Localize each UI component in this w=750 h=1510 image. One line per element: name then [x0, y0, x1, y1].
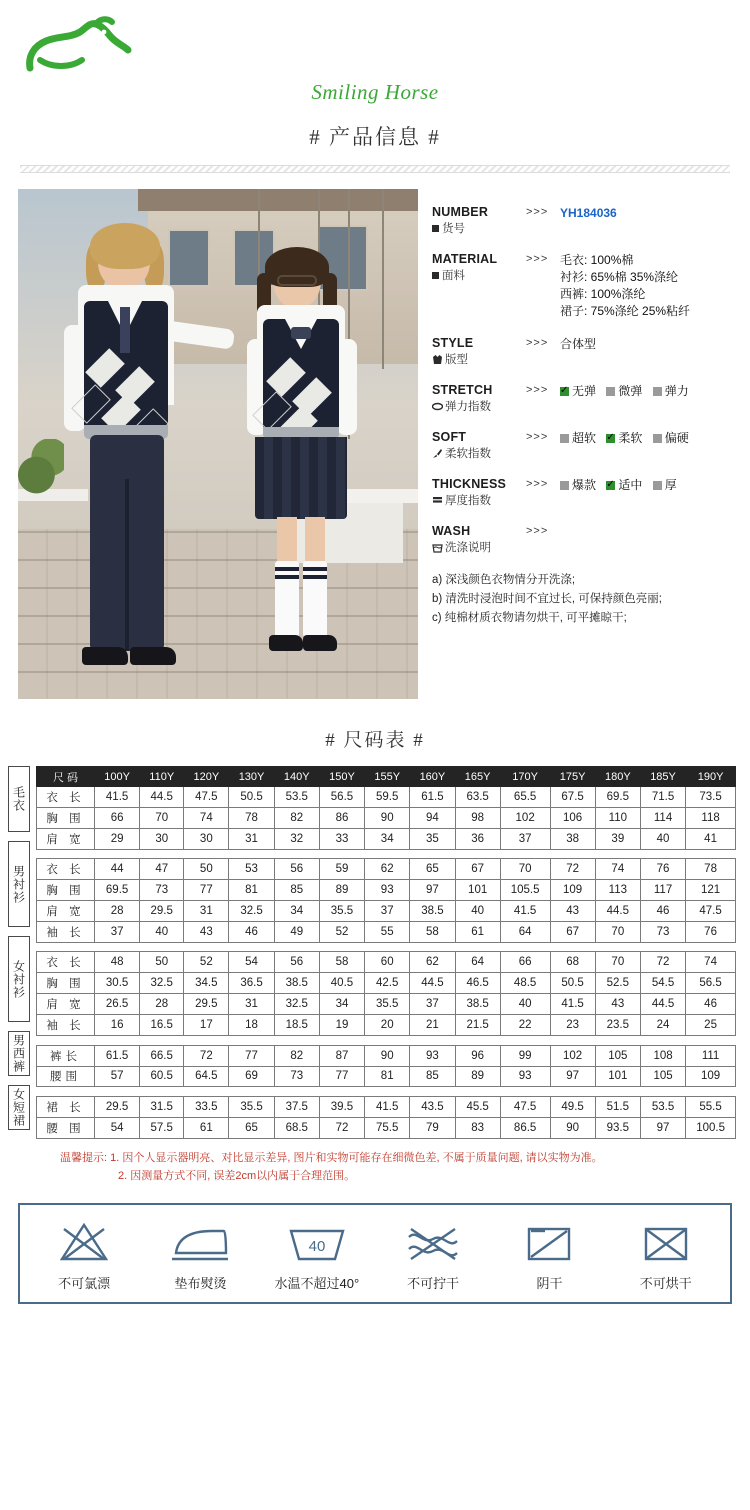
spec-arrow: >>>: [526, 525, 549, 537]
spec-row-material: [432, 252, 750, 320]
square-bullet-icon: [432, 272, 439, 279]
spec-row-wash: [432, 524, 750, 555]
spec-arrow: >>>: [526, 337, 549, 349]
soft-option-0[interactable]: 超软: [560, 430, 596, 447]
material-line: 西裤: 100%涤纶: [560, 287, 646, 301]
spec-label-en: STRETCH: [432, 383, 493, 397]
spec-label-en: STYLE: [432, 336, 474, 350]
col-150Y: 150Y: [319, 767, 364, 787]
care-item-wash-40c: [259, 1219, 375, 1292]
spec-label-cn: 弹力指数: [445, 401, 491, 413]
thickness-option-1[interactable]: ✓ 适中: [606, 477, 642, 494]
spec-row-number: [432, 205, 750, 236]
material-line: 衬衫: 65%棉 35%涤纶: [560, 270, 679, 284]
material-line: 毛衣: 100%棉: [560, 253, 634, 267]
care-label: 阴干: [536, 1276, 563, 1291]
spec-list: [432, 189, 750, 699]
care-label: 不可烘干: [639, 1276, 692, 1291]
model-boy: [56, 229, 206, 699]
spec-arrow: >>>: [526, 431, 549, 443]
dry-in-shade-icon: [491, 1219, 607, 1265]
col-160Y: 160Y: [410, 767, 455, 787]
care-label: 水温不超过40°: [274, 1276, 360, 1291]
table-row: 衣 长 44 47 50 53 56 59 62 65 67 70 72 74 76 78: [37, 859, 736, 880]
page-title: # 产品信息 #: [309, 125, 441, 149]
table-row: 腰围 57 60.5 64.5 69 73 77 81 85 89 93 97 101 105 109: [37, 1066, 736, 1087]
note-line: 2. 因测量方式不同, 误差2cm以内属于合理范围。: [118, 1170, 356, 1182]
shirt-icon: [432, 354, 442, 364]
care-item-iron-with-cloth: [142, 1219, 258, 1292]
square-bullet-icon: [432, 225, 439, 232]
table-row: 衣 长 48 50 52 54 56 58 60 62 64 66 68 70 72 74: [37, 952, 736, 973]
spec-row-soft: [432, 430, 750, 461]
corner-header: 尺 码: [37, 767, 95, 787]
group-label-boy-pants: 男西裤: [8, 1031, 30, 1076]
care-item-no-wring: [375, 1219, 491, 1292]
note-line: 温馨提示: 1. 因个人显示器明亮、对比显示差异, 图片和实物可能存在细微色差, 不属于质量问题, 请以实物为准。: [60, 1152, 603, 1164]
col-165Y: 165Y: [455, 767, 500, 787]
group-label-sweater: 毛衣: [8, 766, 30, 832]
spec-label-en: SOFT: [432, 430, 467, 444]
care-instructions-panel: [18, 1203, 732, 1304]
no-tumble-dry-icon: [608, 1219, 724, 1265]
table-row: 袖 长 37 40 43 46 49 52 55 58 61 64 67 70 73 76: [37, 922, 736, 943]
table-row: 衣 长 41.5 44.5 47.5 50.5 53.5 56.5 59.5 61.5 63.5 65.5 67.5 69.5 71.5 73.5: [37, 787, 736, 808]
thickness-option-2[interactable]: 厚: [653, 477, 677, 494]
care-label: 垫布熨烫: [174, 1276, 227, 1291]
wash-line: b) 清洗时浸泡时间不宜过长, 可保持颜色亮丽;: [432, 593, 663, 605]
care-label: 不可氯漂: [58, 1276, 111, 1291]
table-row: 肩 宽 29 30 30 31 32 33 34 35 36 37 38 39 40 41: [37, 828, 736, 849]
col-110Y: 110Y: [140, 767, 184, 787]
col-190Y: 190Y: [686, 767, 736, 787]
size-chart: [0, 766, 750, 1139]
group-label-girl-shirt: 女衬衫: [8, 936, 30, 1022]
spec-label-en: NUMBER: [432, 205, 489, 219]
group-label-boy-shirt: 男衬衫: [8, 841, 30, 927]
care-item-no-tumble-dry: [608, 1219, 724, 1292]
spec-label-cn: 货号: [442, 223, 465, 235]
hero-section: [0, 189, 750, 699]
table-row: 肩 宽 28 29.5 31 32.5 34 35.5 37 38.5 40 41.5 43 44.5 46 47.5: [37, 901, 736, 922]
soft-option-1[interactable]: ✓ 柔软: [606, 430, 642, 447]
soft-option-2[interactable]: 偏硬: [653, 430, 689, 447]
col-170Y: 170Y: [500, 767, 550, 787]
spec-label-en: MATERIAL: [432, 252, 498, 266]
style-value: 合体型: [560, 337, 597, 351]
col-175Y: 175Y: [550, 767, 595, 787]
table-row: 裤长 61.5 66.5 72 77 82 87 90 93 96 99 102 105 108 111: [37, 1045, 736, 1066]
col-130Y: 130Y: [229, 767, 274, 787]
spec-label-cn: 洗涤说明: [445, 542, 491, 554]
product-number-value: YH184036: [560, 206, 617, 220]
stretch-icon: [432, 401, 442, 411]
product-photo: [18, 189, 418, 699]
stretch-option-0[interactable]: ✓ 无弹: [560, 383, 596, 400]
horse-logo-icon: [0, 16, 750, 78]
stretch-option-1[interactable]: 微弹: [606, 383, 642, 400]
col-120Y: 120Y: [184, 767, 229, 787]
layers-icon: [432, 495, 442, 505]
spec-arrow: >>>: [526, 478, 549, 490]
table-header-row: [37, 767, 736, 787]
wash-icon: [432, 542, 442, 552]
divider: [20, 165, 730, 173]
wash-instructions: [432, 571, 750, 628]
table-row: 腰 围 54 57.5 61 65 68.5 72 75.5 79 83 86.5 90 93.5 97 100.5: [37, 1117, 736, 1138]
model-girl: [233, 249, 373, 699]
group-labels: [8, 766, 34, 1139]
col-140Y: 140Y: [274, 767, 319, 787]
spec-label-en: THICKNESS: [432, 477, 507, 491]
stretch-option-2[interactable]: 弹力: [653, 383, 689, 400]
spec-row-stretch: [432, 383, 750, 414]
spec-label-cn: 厚度指数: [445, 495, 491, 507]
brand-name: Smiling Horse: [311, 80, 439, 104]
no-bleach-icon: [26, 1219, 142, 1265]
spec-arrow: >>>: [526, 253, 549, 265]
material-line: 裙子: 75%涤纶 25%粘纤: [560, 304, 691, 318]
care-label: 不可拧干: [407, 1276, 460, 1291]
group-label-girl-skirt: 女短裙: [8, 1085, 30, 1130]
wash-40c-icon: [259, 1219, 375, 1265]
spec-row-thickness: [432, 477, 750, 508]
col-185Y: 185Y: [640, 767, 685, 787]
size-chart-title: # 尺码表 #: [325, 730, 425, 751]
wash-line: a) 深浅颜色衣物情分开洗涤;: [432, 574, 576, 586]
spec-label-en: WASH: [432, 524, 471, 538]
brush-icon: [432, 448, 442, 458]
spec-arrow: >>>: [526, 384, 549, 396]
table-row: 胸 围 69.5 73 77 81 85 89 93 97 101 105.5 109 113 117 121: [37, 880, 736, 901]
table-row: 裙 长 29.5 31.5 33.5 35.5 37.5 39.5 41.5 43.5 45.5 47.5 49.5 51.5 53.5 55.5: [37, 1096, 736, 1117]
table-row: 袖 长 16 16.5 17 18 18.5 19 20 21 21.5 22 23 23.5 24 25: [37, 1015, 736, 1036]
col-100Y: 100Y: [95, 767, 140, 787]
table-row: 胸 围 66 70 74 78 82 86 90 94 98 102 106 110 114 118: [37, 807, 736, 828]
no-wring-icon: [375, 1219, 491, 1265]
table-row: 胸 围 30.5 32.5 34.5 36.5 38.5 40.5 42.5 44.5 46.5 48.5 50.5 52.5 54.5 56.5: [37, 973, 736, 994]
col-180Y: 180Y: [595, 767, 640, 787]
spec-label-cn: 版型: [445, 354, 468, 366]
care-item-dry-in-shade: [491, 1219, 607, 1292]
care-item-no-bleach: [26, 1219, 142, 1292]
brand-header: [0, 0, 750, 173]
svg-text:40: 40: [308, 1238, 326, 1255]
wash-line: c) 纯棉材质衣物请勿烘干, 可平摊晾干;: [432, 612, 627, 624]
spec-arrow: >>>: [526, 206, 549, 218]
iron-with-cloth-icon: [142, 1219, 258, 1265]
col-155Y: 155Y: [365, 767, 410, 787]
spec-label-cn: 柔软指数: [445, 448, 491, 460]
size-table: [36, 766, 736, 1139]
table-row: 肩 宽 26.5 28 29.5 31 32.5 34 35.5 37 38.5 40 41.5 43 44.5 46: [37, 994, 736, 1015]
spec-row-style: [432, 336, 750, 367]
size-chart-notes: [0, 1149, 750, 1185]
thickness-option-0[interactable]: 爆款: [560, 477, 596, 494]
spec-label-cn: 面料: [442, 270, 465, 282]
